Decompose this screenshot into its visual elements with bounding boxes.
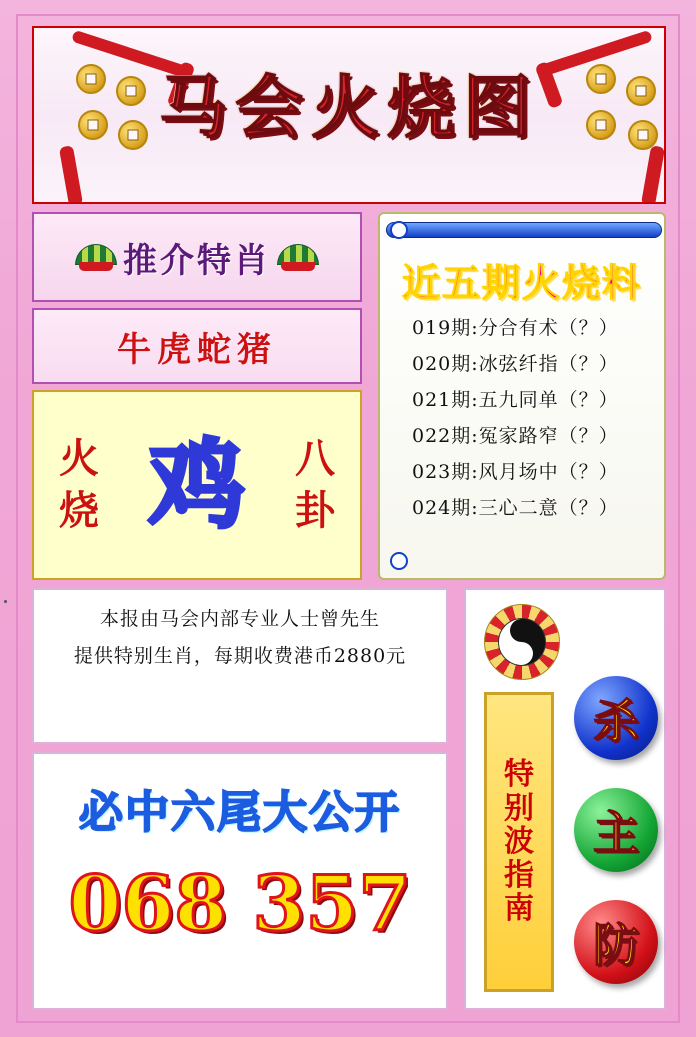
huoshao-right-char-1: 八 — [295, 435, 335, 482]
fan-icon — [277, 242, 319, 272]
poster-inner-border — [16, 14, 680, 1023]
page-title: 马会火烧图 — [158, 68, 539, 148]
ball-defend — [574, 900, 658, 984]
vertical-banner-char-2: 别 — [504, 790, 534, 826]
ball-kill-label: 杀 — [593, 694, 639, 748]
six-tails-numbers — [34, 859, 446, 948]
taiji-inner-icon — [498, 618, 546, 666]
header-banner — [32, 26, 666, 204]
list-item: 019期:分合有术（？） — [412, 317, 619, 339]
ball-main — [574, 788, 658, 872]
fan-icon — [75, 242, 117, 272]
six-tails-title: 必中六尾大公开 — [79, 787, 401, 838]
recommend-zodiacs — [32, 308, 362, 384]
list-item: 022期:冤家路窄（？） — [412, 425, 619, 447]
ball-defend-label: 防 — [593, 918, 639, 972]
huoshao-left-char-2: 烧 — [59, 487, 99, 534]
ribbon-decoration — [59, 145, 83, 204]
six-tails-number-2: 357 — [252, 859, 412, 948]
vertical-banner-char-1: 特 — [504, 757, 534, 793]
scroll-top-bar — [386, 222, 662, 238]
huoshao-right-char-2: 卦 — [295, 487, 335, 534]
scroll-knob-icon — [390, 221, 408, 239]
huoshao-panel — [32, 390, 362, 580]
recommend-header — [32, 212, 362, 302]
list-item: 021期:五九同单（？） — [412, 389, 619, 411]
list-item: 020期:冰弦纤指（？） — [412, 353, 619, 375]
ball-kill — [574, 676, 658, 760]
notice-line-1: 本报由马会内部专业人士曾先生 — [99, 608, 380, 630]
list-item: 023期:风月场中（？） — [412, 461, 619, 483]
notice-line-2: 提供特别生肖，每期收费港币2880元 — [73, 645, 407, 667]
taiji-icon — [484, 604, 560, 680]
history-title: 近五期火烧料 — [401, 260, 642, 305]
stray-dot — [4, 600, 7, 603]
vertical-banner — [484, 692, 554, 992]
recommend-label: 推介特肖 — [123, 240, 271, 281]
vertical-banner-char-3: 波 — [504, 824, 534, 860]
scroll-knob-icon — [390, 552, 408, 570]
ball-main-label: 主 — [593, 806, 639, 860]
vertical-banner-char-4: 指 — [504, 857, 534, 893]
history-list — [412, 310, 642, 526]
huoshao-center-zodiac: 鸡 — [149, 428, 245, 541]
huoshao-left-char-1: 火 — [59, 435, 99, 482]
six-tails-panel — [32, 752, 448, 1010]
notice-panel — [32, 588, 448, 744]
zodiac-list: 牛虎蛇猪 — [117, 329, 277, 370]
ribbon-decoration — [641, 145, 665, 204]
six-tails-number-1: 068 — [68, 859, 228, 948]
list-item: 024期:三心二意（？） — [412, 497, 619, 519]
history-scroll-panel — [378, 212, 666, 580]
huoshao-left-column — [50, 435, 108, 534]
vertical-banner-char-5: 南 — [504, 891, 534, 927]
huoshao-right-column — [286, 435, 344, 534]
